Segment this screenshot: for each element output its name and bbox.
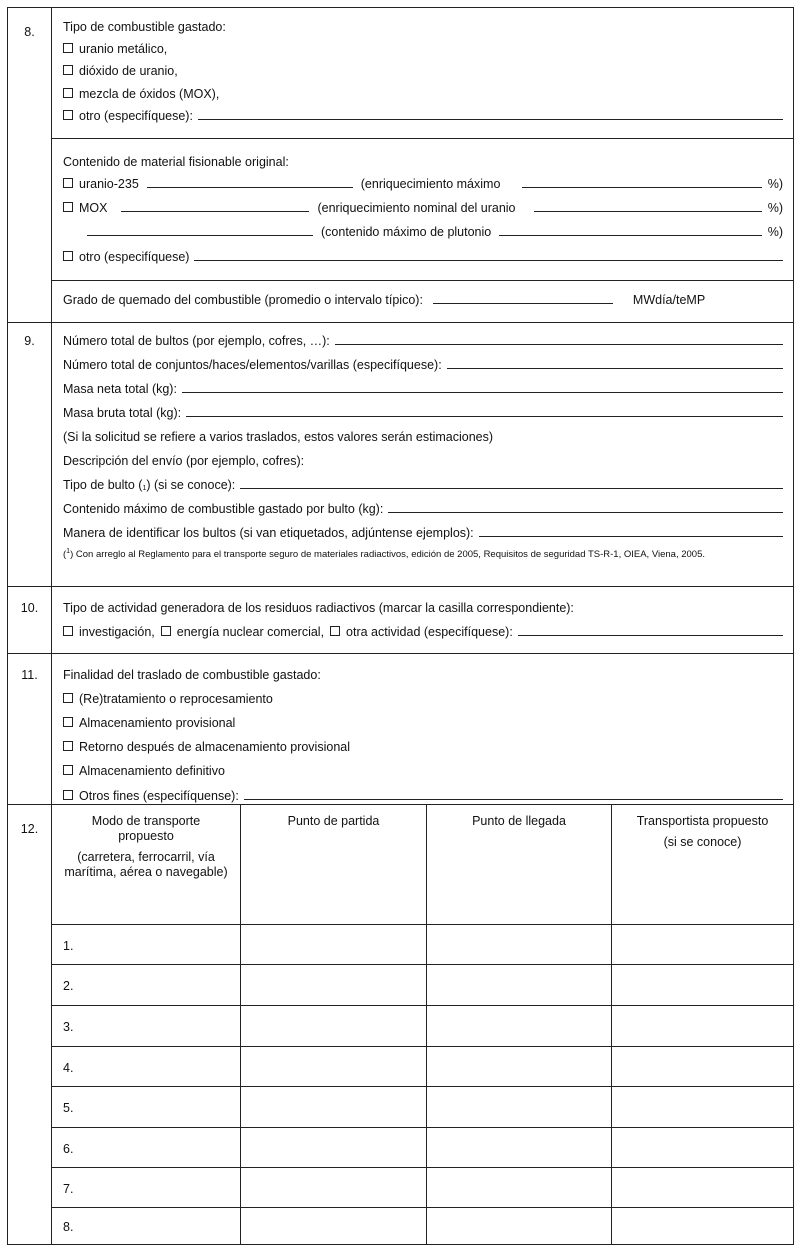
checkbox[interactable]: [63, 251, 73, 261]
other-fissile-row[interactable]: otro (especifíquese): [63, 247, 783, 264]
u235-checkbox[interactable]: [63, 178, 73, 188]
option-mox-mixture[interactable]: mezcla de óxidos (MOX),: [63, 84, 783, 101]
table-row-divider: [51, 1046, 793, 1047]
checkbox[interactable]: [63, 693, 73, 703]
gross-mass-field[interactable]: [186, 416, 783, 417]
table-row: 8.: [63, 1220, 74, 1234]
header-transport-mode: Modo de transporte propuesto (carretera, ferrocarril, vía marítima, aérea o navegable): [64, 814, 228, 879]
table-row: 6.: [63, 1142, 74, 1156]
net-mass-row: Masa neta total (kg):: [63, 379, 783, 396]
option-return-after-storage[interactable]: Retorno después de almacenamiento provisional: [63, 737, 783, 754]
header-departure-point: Punto de partida: [287, 814, 380, 828]
table-row: 1.: [63, 939, 74, 953]
section-8-number: 8.: [24, 25, 35, 39]
divider: [51, 138, 793, 139]
table-row-divider: [51, 1127, 793, 1128]
other-fissile-field[interactable]: [194, 260, 783, 261]
checkbox[interactable]: [63, 110, 73, 120]
checkbox[interactable]: [63, 65, 73, 75]
mox-row: MOX (enriquecimiento nominal del uranio %): [63, 198, 783, 215]
u235-field[interactable]: [147, 187, 353, 188]
burnup-row: Grado de quemado del combustible (promedio o intervalo típico): MWdía/teMP: [63, 293, 706, 307]
footnote: ($^1$) Con arreglo al Reglamento para el transporte seguro de materiales radiactivos, edición de 2005, Requisitos de seguridad TS-R-1, OIEA, Viena, 2005.: [63, 548, 706, 561]
nominal-enrichment-field[interactable]: [534, 211, 762, 212]
table-row-divider: [51, 1086, 793, 1087]
checkbox[interactable]: [63, 741, 73, 751]
plutonium-row: (contenido máximo de plutonio %): [63, 222, 783, 239]
plutonium-blank-field[interactable]: [87, 235, 313, 236]
table-row-divider: [51, 1167, 793, 1168]
checkbox[interactable]: [63, 790, 73, 800]
table-row-divider: [51, 1005, 793, 1006]
option-dioxido-uranio[interactable]: dióxido de uranio,: [63, 61, 783, 78]
fissile-content-label: Contenido de material fisionable original:: [63, 155, 289, 169]
divider: [51, 280, 793, 281]
plutonium-content-field[interactable]: [499, 235, 761, 236]
total-assemblies-row: Número total de conjuntos/haces/elementos/varillas (especifíquese):: [63, 355, 783, 372]
option-other-purposes[interactable]: Otros fines (especifíquense):: [63, 786, 783, 803]
net-mass-field[interactable]: [182, 392, 783, 393]
other-activity-checkbox[interactable]: [330, 626, 340, 636]
total-packages-row: Número total de bultos (por ejemplo, cofres, …):: [63, 331, 783, 348]
mox-field[interactable]: [121, 211, 309, 212]
commercial-nuclear-checkbox[interactable]: [161, 626, 171, 636]
section-11-number: 11.: [21, 668, 38, 682]
total-assemblies-field[interactable]: [447, 368, 783, 369]
table-row: 2.: [63, 979, 74, 993]
other-purposes-field[interactable]: [244, 799, 783, 800]
identify-packages-row: Manera de identificar los bultos (si van etiquetados, adjúntense ejemplos):: [63, 523, 783, 540]
table-row: 3.: [63, 1020, 74, 1034]
section-10-number: 10.: [20, 601, 39, 615]
table-row-divider: [51, 1207, 793, 1208]
estimates-note: (Si la solicitud se refiere a varios traslados, estos valores serán estimaciones): [63, 430, 494, 444]
package-type-row: Tipo de bulto ( $_1$ ) (si se conoce):: [63, 475, 783, 492]
option-interim-storage[interactable]: Almacenamiento provisional: [63, 713, 783, 730]
checkbox[interactable]: [63, 43, 73, 53]
table-column-divider: [426, 804, 427, 1244]
table-row: 5.: [63, 1101, 74, 1115]
header-arrival-point: Punto de llegada: [472, 814, 566, 828]
option-other-fuel[interactable]: otro (especifíquese):: [63, 106, 783, 123]
gross-mass-row: Masa bruta total (kg):: [63, 403, 783, 420]
burnup-field[interactable]: [433, 303, 613, 304]
section-divider: [8, 653, 793, 654]
table-row: 4.: [63, 1061, 74, 1075]
u235-row: uranio-235 (enriquecimiento máximo %): [63, 174, 783, 191]
option-uranio-metalico[interactable]: uranio metálico,: [63, 39, 783, 56]
purpose-label: Finalidad del traslado de combustible gastado:: [63, 668, 321, 682]
section-12-number: 12.: [20, 822, 39, 836]
table-row-divider: [51, 964, 793, 965]
table-column-divider: [240, 804, 241, 1244]
checkbox[interactable]: [63, 88, 73, 98]
spent-fuel-shipment-form: [7, 7, 794, 1245]
other-fuel-field[interactable]: [198, 119, 783, 120]
number-column-divider: [51, 8, 52, 1244]
section-9-number: 9.: [24, 334, 35, 348]
checkbox[interactable]: [63, 765, 73, 775]
section-divider: [8, 804, 793, 805]
max-content-row: Contenido máximo de combustible gastado por bulto (kg):: [63, 499, 783, 516]
header-proposed-carrier: Transportista propuesto (si se conoce): [636, 814, 769, 849]
table-column-divider: [611, 804, 612, 1244]
mox-checkbox[interactable]: [63, 202, 73, 212]
activity-type-label: Tipo de actividad generadora de los residuos radiactivos (marcar la casilla correspondiente):: [63, 601, 574, 615]
table-row: 7.: [63, 1182, 74, 1196]
option-reprocessing[interactable]: (Re)tratamiento o reprocesamiento: [63, 689, 783, 706]
option-final-storage[interactable]: Almacenamiento definitivo: [63, 761, 783, 778]
checkbox[interactable]: [63, 717, 73, 727]
total-packages-field[interactable]: [335, 344, 783, 345]
activity-options-row: investigación, energía nuclear comercial, otra actividad (especifíquese):: [63, 622, 783, 639]
table-row-divider: [51, 924, 793, 925]
fuel-type-label: Tipo de combustible gastado:: [63, 20, 226, 34]
section-divider: [8, 322, 793, 323]
max-content-field[interactable]: [388, 512, 783, 513]
max-enrichment-field[interactable]: [522, 187, 761, 188]
package-type-field[interactable]: [240, 488, 783, 489]
other-activity-field[interactable]: [518, 635, 783, 636]
section-divider: [8, 586, 793, 587]
identify-packages-field[interactable]: [479, 536, 783, 537]
shipment-description-label: Descripción del envío (por ejemplo, cofres):: [63, 454, 305, 468]
research-checkbox[interactable]: [63, 626, 73, 636]
